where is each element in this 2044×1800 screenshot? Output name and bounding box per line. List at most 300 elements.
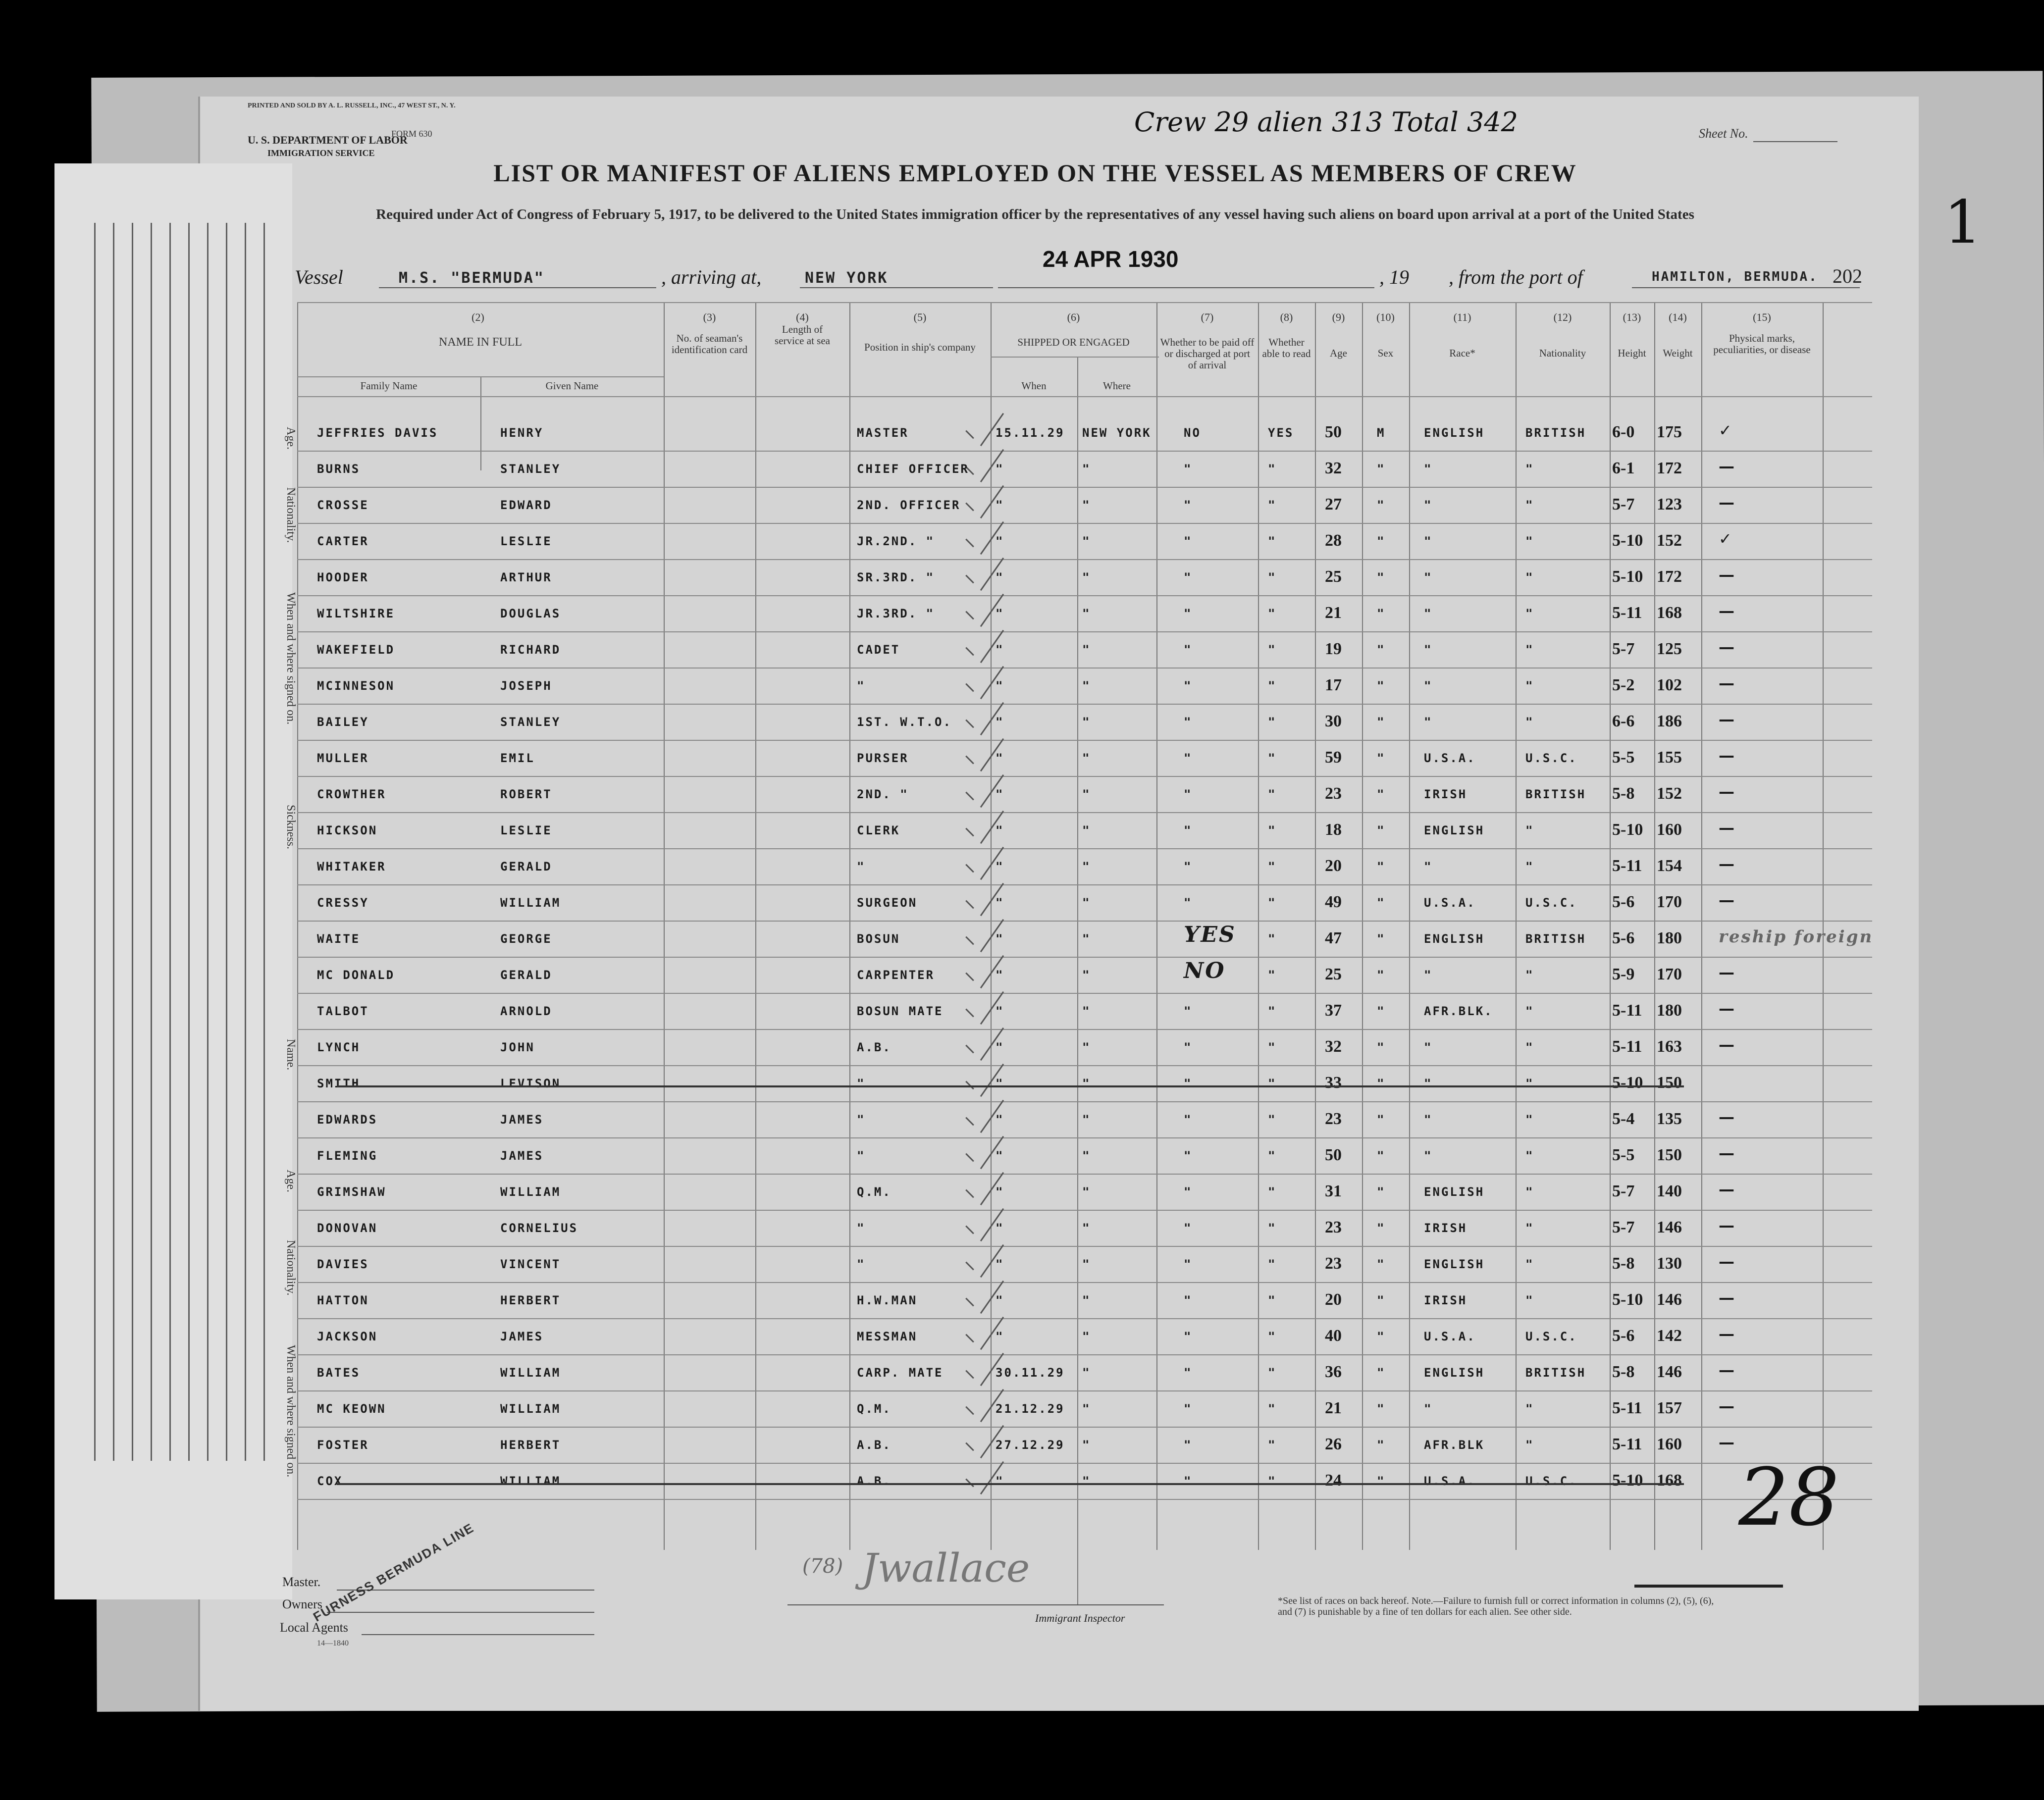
cell-position: A.B. [857,1040,891,1054]
cell-height: 5-10 [1612,1471,1643,1490]
cell-paid: " [1184,1366,1193,1380]
cell-family: LYNCH [317,1040,361,1054]
cell-mark: — [1719,493,1736,512]
cell-weight: 154 [1657,857,1682,875]
cell-race: IRISH [1424,787,1467,801]
cell-race: " [1424,462,1433,476]
cell-when: " [996,1474,1004,1488]
header-age: Age [1330,347,1347,359]
grid-line [991,357,1159,358]
cell-read: " [1268,1149,1277,1163]
row-rule [297,1065,1872,1066]
arriving-port: NEW YORK [805,269,889,287]
cell-nat: " [1525,823,1534,837]
inspector-label: Immigrant Inspector [1035,1612,1125,1624]
cell-paid: " [1184,1221,1193,1235]
cell-sex: " [1377,1438,1386,1452]
cell-mark: — [1719,1397,1736,1416]
cell-sex: " [1377,1077,1386,1090]
cell-where: " [1082,1185,1091,1199]
service-name: IMMIGRATION SERVICE [267,148,375,158]
cell-nat: " [1525,1221,1534,1235]
header-able-read: Whether able to read [1262,336,1311,360]
cell-mark: — [1719,746,1736,765]
cell-height: 5-11 [1612,1001,1642,1020]
cell-age: 20 [1325,1290,1342,1309]
vessel-name: M.S. "BERMUDA" [399,269,545,287]
cell-height: 5-9 [1612,965,1635,983]
cell-race: IRISH [1424,1221,1467,1235]
cell-nat: " [1525,860,1534,874]
cell-race: U.S.A. [1424,751,1476,765]
cell-read: " [1268,1221,1277,1235]
header-position: Position in ship's company [864,341,976,353]
cell-read: " [1268,751,1277,765]
row-rule [297,451,1872,452]
cell-when: " [996,751,1004,765]
header-when: When [1021,380,1047,392]
cell-weight: 172 [1657,459,1682,477]
col-num-6: (6) [1067,311,1080,323]
sheet-mark: 1 [1944,188,1982,257]
cell-paid: " [1184,896,1193,910]
cell-paid: " [1184,570,1193,584]
cell-race: ENGLISH [1424,1257,1485,1271]
cell-age: 31 [1325,1182,1342,1200]
cell-when: " [996,932,1004,946]
cell-position: 2ND. " [857,787,909,801]
cell-when: " [996,1004,1004,1018]
cell-nat: " [1525,462,1534,476]
cell-when: 27.12.29 [996,1438,1065,1452]
cell-read: " [1268,570,1277,584]
cell-family: WHITAKER [317,860,386,874]
row-rule [297,631,1872,632]
header-where: Where [1103,380,1131,392]
header-shipped: SHIPPED OR ENGAGED [1017,336,1130,348]
cell-sex: " [1377,860,1386,874]
row-rule [297,1354,1872,1355]
cell-nat: " [1525,570,1534,584]
cell-mark: — [1719,999,1736,1018]
cell-paid: " [1184,1149,1193,1163]
vessel-underline [379,287,656,288]
table-row [297,1284,1872,1320]
table-row [297,416,1872,452]
cell-when: " [996,1149,1004,1163]
cell-where: " [1082,1221,1091,1235]
row-rule [297,1174,1872,1175]
side-label-name: Name. [284,1039,297,1071]
cell-read: " [1268,1113,1277,1127]
cell-race: ENGLISH [1424,932,1485,946]
page-subtitle: Required under Act of Congress of February 5, 1917, to be delivered to the United States immigration officer by the representatives of any vessel having such aliens on board upon arrival at a port of the United States [376,206,1694,222]
cell-paid: YES [1184,922,1236,947]
cell-nat: " [1525,607,1534,620]
cell-sex: " [1377,534,1386,548]
cell-given: LESLIE [500,823,552,837]
cell-paid: " [1184,1402,1193,1416]
cell-family: CARTER [317,534,369,548]
cell-given: WILLIAM [500,1402,561,1416]
cell-mark: — [1719,457,1736,476]
cell-age: 59 [1325,748,1342,767]
table-row [297,922,1872,958]
cell-sex: " [1377,570,1386,584]
cell-height: 5-7 [1612,495,1635,514]
cell-age: 19 [1325,640,1342,658]
cell-race: ENGLISH [1424,1366,1485,1380]
cell-read: " [1268,1004,1277,1018]
cell-read: " [1268,823,1277,837]
cell-given: WILLIAM [500,1474,561,1488]
table-row [297,1211,1872,1247]
cell-race: " [1424,968,1433,982]
col-num-9: (9) [1332,311,1345,323]
cell-paid: " [1184,1330,1193,1343]
side-label-nationality: Nationality. [284,487,297,543]
cell-read: " [1268,534,1277,548]
arriving-label: , arriving at, [661,266,762,288]
cell-sex: " [1377,823,1386,837]
cell-height: 6-1 [1612,459,1635,477]
cell-position: JR.2ND. " [857,534,935,548]
table-row [297,1247,1872,1284]
cell-height: 5-10 [1612,567,1643,586]
row-rule [297,1029,1872,1030]
cell-weight: 172 [1657,567,1682,586]
page-title: LIST OR MANIFEST OF ALIENS EMPLOYED ON THE VESSEL AS MEMBERS OF CREW [493,159,1577,187]
cell-read: " [1268,860,1277,874]
cell-given: STANLEY [500,715,561,729]
cell-when: " [996,1113,1004,1127]
cell-when: 15.11.29 [996,426,1065,440]
table-row [297,1320,1872,1356]
cell-given: ARNOLD [500,1004,552,1018]
cell-family: SMITH [317,1077,361,1090]
cell-height: 6-6 [1612,712,1635,730]
cell-read: " [1268,498,1277,512]
cell-mark: — [1719,1361,1736,1380]
cell-given: HERBERT [500,1293,561,1307]
table-row [297,1356,1872,1392]
row-rule [297,921,1872,922]
cell-when: " [996,1293,1004,1307]
cell-age: 26 [1325,1435,1342,1453]
cell-mark: — [1719,566,1736,584]
cell-height: 5-2 [1612,676,1635,694]
cell-age: 23 [1325,784,1342,803]
cell-given: JAMES [500,1113,544,1127]
cell-sex: " [1377,932,1386,946]
cell-where: NEW YORK [1082,426,1152,440]
cell-weight: 175 [1657,423,1682,441]
cell-height: 5-10 [1612,1074,1643,1092]
cell-mark: — [1719,963,1736,982]
cell-position: " [857,1149,866,1163]
cell-family: MC KEOWN [317,1402,386,1416]
cell-family: MC DONALD [317,968,395,982]
cell-mark: ✓ [1719,529,1733,548]
cell-read: " [1268,1257,1277,1271]
cell-sex: " [1377,1149,1386,1163]
cell-family: CROSSE [317,498,369,512]
cell-mark: — [1719,819,1736,837]
cell-sex: " [1377,498,1386,512]
cell-read: " [1268,932,1277,946]
cell-paid: " [1184,715,1193,729]
cell-height: 5-8 [1612,1254,1635,1273]
cell-race: " [1424,570,1433,584]
cell-position: SURGEON [857,896,918,910]
cell-where: " [1082,679,1091,693]
header-paid-off: Whether to be paid off or discharged at port of arrival [1160,336,1255,371]
cell-race: ENGLISH [1424,426,1485,440]
cell-paid: " [1184,1438,1193,1452]
cell-sex: " [1377,1366,1386,1380]
owners-label: Owners [282,1597,322,1611]
cell-where: " [1082,787,1091,801]
form-number: FORM 630 [391,129,432,139]
col-num-7: (7) [1201,311,1214,323]
cell-nat: U.S.C. [1525,1474,1577,1488]
cell-position: BOSUN [857,932,900,946]
table-row [297,777,1872,814]
cell-sex: " [1377,1330,1386,1343]
cell-read: YES [1268,426,1294,440]
cell-given: ROBERT [500,787,552,801]
cell-when: " [996,823,1004,837]
cell-sex: " [1377,1185,1386,1199]
signature-bar [1634,1585,1783,1588]
row-rule [297,1137,1872,1138]
cell-read: " [1268,968,1277,982]
form-code: 14—1840 [317,1639,349,1647]
cell-when: 21.12.29 [996,1402,1065,1416]
row-rule [297,487,1872,488]
table-row [297,488,1872,524]
cell-paid: NO [1184,958,1226,983]
table-row [297,1067,1872,1103]
cell-where: " [1082,968,1091,982]
cell-weight: 150 [1657,1146,1682,1164]
table-row [297,1428,1872,1464]
cell-position: 2ND. OFFICER [857,498,961,512]
cell-given: VINCENT [500,1257,561,1271]
cell-where: " [1082,1402,1091,1416]
cell-paid: " [1184,1113,1193,1127]
master-label: Master. [282,1575,321,1589]
cell-position: MASTER [857,426,909,440]
cell-family: JACKSON [317,1330,378,1343]
cell-age: 47 [1325,929,1342,947]
cell-age: 21 [1325,604,1342,622]
cell-sex: " [1377,715,1386,729]
cell-paid: " [1184,1077,1193,1090]
cell-age: 36 [1325,1363,1342,1381]
cell-given: HENRY [500,426,544,440]
cell-age: 50 [1325,423,1342,441]
cell-height: 5-10 [1612,531,1643,550]
cell-race: " [1424,534,1433,548]
cell-sex: " [1377,1040,1386,1054]
table-row [297,994,1872,1030]
cell-read: " [1268,1185,1277,1199]
row-rule [297,812,1872,813]
cell-age: 25 [1325,567,1342,586]
cell-position: CARP. MATE [857,1366,943,1380]
cell-when: " [996,534,1004,548]
cell-position: PURSER [857,751,909,765]
cell-race: " [1424,607,1433,620]
grid-line [297,302,1872,303]
cell-when: " [996,1185,1004,1199]
cell-age: 25 [1325,965,1342,983]
cell-family: WAKEFIELD [317,643,395,657]
cell-nat: " [1525,1185,1534,1199]
cell-given: STANLEY [500,462,561,476]
page-number: 202 [1833,265,1862,287]
cell-position: 1ST. W.T.O. [857,715,952,729]
cell-race: " [1424,498,1433,512]
header-service-length: Length of service at sea [775,323,830,347]
col-num-12: (12) [1553,311,1572,323]
cell-race: U.S.A. [1424,1474,1476,1488]
row-rule [297,1101,1872,1102]
cell-read: " [1268,1474,1277,1488]
cell-when: " [996,715,1004,729]
cell-given: LESLIE [500,534,552,548]
cell-height: 5-6 [1612,1327,1635,1345]
cell-sex: " [1377,607,1386,620]
cell-where: " [1082,860,1091,874]
cell-position: MESSMAN [857,1330,918,1343]
cell-race: U.S.A. [1424,1330,1476,1343]
cell-mark: reship foreign [1719,927,1874,947]
cell-race: " [1424,643,1433,657]
vessel-label: Vessel [295,266,343,288]
cell-mark: ✓ [1719,421,1733,440]
cell-read: " [1268,715,1277,729]
cell-weight: 163 [1657,1037,1682,1056]
table-row [297,1139,1872,1175]
from-port-underline [1632,287,1860,288]
cell-age: 18 [1325,821,1342,839]
cell-read: " [1268,462,1277,476]
cell-weight: 152 [1657,531,1682,550]
cell-sex: " [1377,787,1386,801]
cell-where: " [1082,1438,1091,1452]
table-row [297,958,1872,994]
cell-when: " [996,679,1004,693]
cell-where: " [1082,896,1091,910]
cell-position: A.B. [857,1438,891,1452]
cell-family: GRIMSHAW [317,1185,386,1199]
cell-nat: " [1525,1402,1534,1416]
cell-race: " [1424,1113,1433,1127]
cell-height: 5-8 [1612,784,1635,803]
cell-when: " [996,860,1004,874]
cell-when: " [996,787,1004,801]
cell-position: Q.M. [857,1402,891,1416]
cell-weight: 150 [1657,1074,1682,1092]
inspector-line [787,1604,1164,1605]
cell-weight: 155 [1657,748,1682,767]
header-weight: Weight [1663,347,1693,359]
row-rule [297,740,1872,741]
cell-nat: BRITISH [1525,787,1586,801]
cell-sex: " [1377,896,1386,910]
cell-position: " [857,1077,866,1090]
strike-through-line [337,1483,1684,1485]
cell-mark: — [1719,638,1736,657]
cell-mark: — [1719,1288,1736,1307]
cell-mark: — [1719,1216,1736,1235]
cell-age: 28 [1325,531,1342,550]
cell-paid: " [1184,823,1193,837]
cell-nat: " [1525,1040,1534,1054]
cell-where: " [1082,1149,1091,1163]
cell-given: JOSEPH [500,679,552,693]
cell-where: " [1082,1004,1091,1018]
row-rule [297,1318,1872,1319]
col-num-11: (11) [1453,311,1471,323]
cell-age: 49 [1325,893,1342,911]
cell-given: WILLIAM [500,1366,561,1380]
date-stamp: 24 APR 1930 [1043,246,1179,272]
cell-mark: — [1719,1252,1736,1271]
row-rule [297,559,1872,560]
cell-nat: " [1525,715,1534,729]
table-row [297,1175,1872,1211]
table-row [297,452,1872,488]
cell-race: U.S.A. [1424,896,1476,910]
cell-weight: 170 [1657,965,1682,983]
cell-nat: U.S.C. [1525,751,1577,765]
cell-nat: " [1525,1257,1534,1271]
header-family-name: Family Name [360,380,418,392]
cell-read: " [1268,1438,1277,1452]
cell-race: ENGLISH [1424,1185,1485,1199]
footer-note: *See list of races on back hereof. Note.—Failure to furnish full or correct information in columns (2), (5), (6), and (7) is punishable by a fine of ten dollars for each alien. See other side. [1278,1595,1714,1617]
row-rule [297,1463,1872,1464]
cell-paid: " [1184,751,1193,765]
cell-height: 5-5 [1612,1146,1635,1164]
cell-where: " [1082,823,1091,837]
table-row [297,524,1872,561]
row-rule [297,595,1872,596]
cell-given: EMIL [500,751,535,765]
cell-sex: " [1377,679,1386,693]
agents-line [362,1634,594,1635]
cell-paid: NO [1184,426,1201,440]
cell-family: HATTON [317,1293,369,1307]
cell-age: 37 [1325,1001,1342,1020]
cell-mark: — [1719,1180,1736,1199]
cell-position: H.W.MAN [857,1293,918,1307]
header-given-name: Given Name [545,380,599,392]
cell-mark: — [1719,1325,1736,1343]
owners-line [327,1612,594,1613]
cell-read: " [1268,787,1277,801]
cell-family: FLEMING [317,1149,378,1163]
cell-paid: " [1184,1185,1193,1199]
cell-age: 32 [1325,459,1342,477]
cell-when: " [996,896,1004,910]
cell-where: " [1082,462,1091,476]
cell-sex: " [1377,462,1386,476]
cell-mark: — [1719,674,1736,693]
